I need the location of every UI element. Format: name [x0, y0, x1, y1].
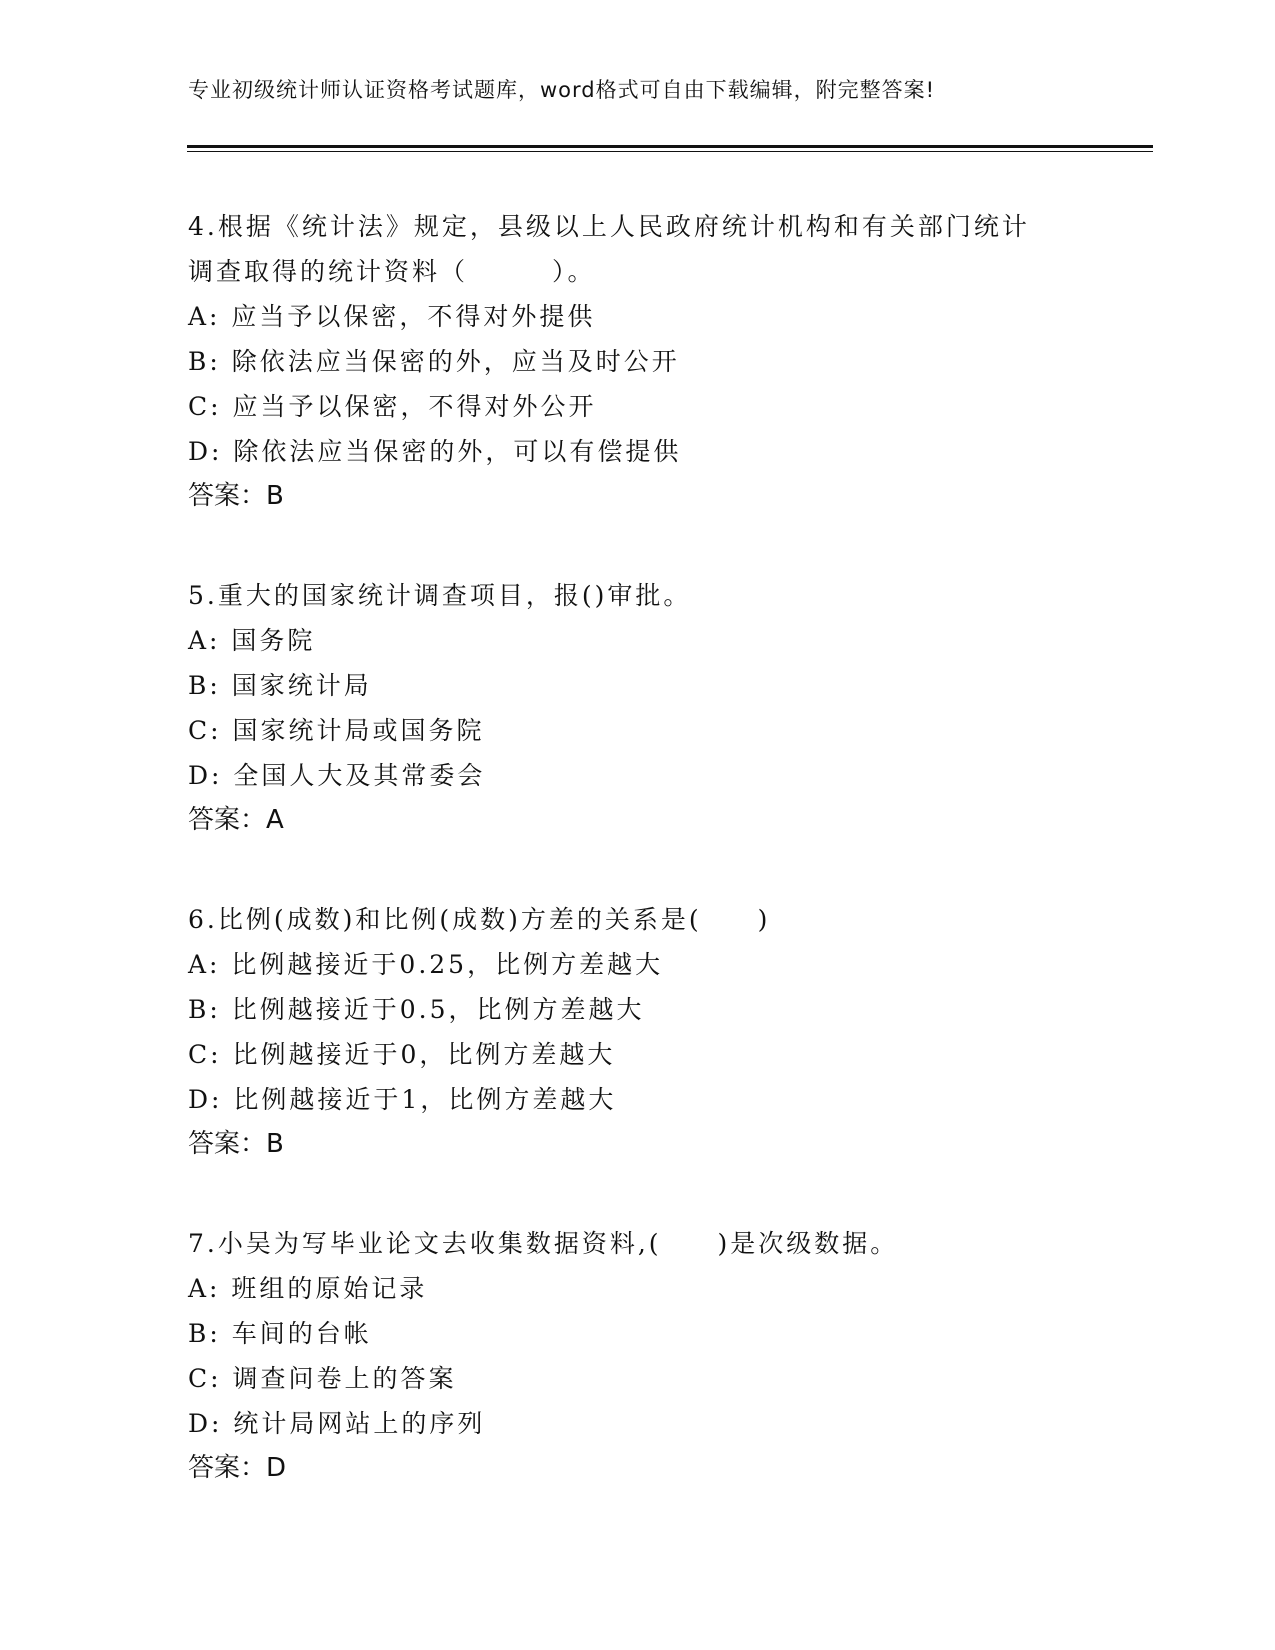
option-b: B: 车间的台帐 — [188, 1319, 372, 1348]
question-stem: 5.重大的国家统计调查项目，报()审批。 — [188, 581, 692, 610]
option-a: A: 班组的原始记录 — [188, 1274, 428, 1303]
option-b: B: 国家统计局 — [188, 671, 372, 700]
page-header: 专业初级统计师认证资格考试题库，word格式可自由下载编辑，附完整答案! — [188, 78, 936, 102]
question-5 — [188, 573, 1148, 843]
option-a: A: 比例越接近于0.25，比例方差越大 — [188, 950, 664, 979]
question-stem: 6.比例(成数)和比例(成数)方差的关系是( ) — [188, 905, 771, 934]
option-c: C: 应当予以保密，不得对外公开 — [188, 392, 597, 421]
option-b: B: 除依法应当保密的外，应当及时公开 — [188, 347, 680, 376]
option-b: B: 比例越接近于0.5，比例方差越大 — [188, 995, 645, 1024]
answer-line: 答案：B — [188, 481, 284, 511]
option-d: D: 全国人大及其常委会 — [188, 761, 486, 790]
option-d: D: 比例越接近于1，比例方差越大 — [188, 1085, 617, 1114]
question-stem: 调查取得的统计资料（ ）。 — [188, 257, 596, 286]
option-d: D: 统计局网站上的序列 — [188, 1409, 486, 1438]
question-stem: 7.小吴为写毕业论文去收集数据资料,( )是次级数据。 — [188, 1229, 899, 1258]
answer-line: 答案：A — [188, 805, 284, 835]
option-c: C: 国家统计局或国务院 — [188, 716, 485, 745]
header-rule-thin — [187, 151, 1153, 152]
option-c: C: 调查问卷上的答案 — [188, 1364, 457, 1393]
option-a: A: 国务院 — [188, 626, 316, 655]
question-4 — [188, 204, 1148, 519]
question-stem: 4.根据《统计法》规定，县级以上人民政府统计机构和有关部门统计 — [188, 212, 1030, 241]
option-c: C: 比例越接近于0，比例方差越大 — [188, 1040, 616, 1069]
question-7 — [188, 1221, 1148, 1491]
answer-line: 答案：D — [188, 1453, 287, 1483]
answer-line: 答案：B — [188, 1129, 284, 1159]
option-d: D: 除依法应当保密的外，可以有偿提供 — [188, 437, 682, 466]
header-rule-thick — [187, 145, 1153, 148]
option-a: A: 应当予以保密，不得对外提供 — [188, 302, 596, 331]
question-list — [188, 204, 1148, 1545]
question-6 — [188, 897, 1148, 1167]
